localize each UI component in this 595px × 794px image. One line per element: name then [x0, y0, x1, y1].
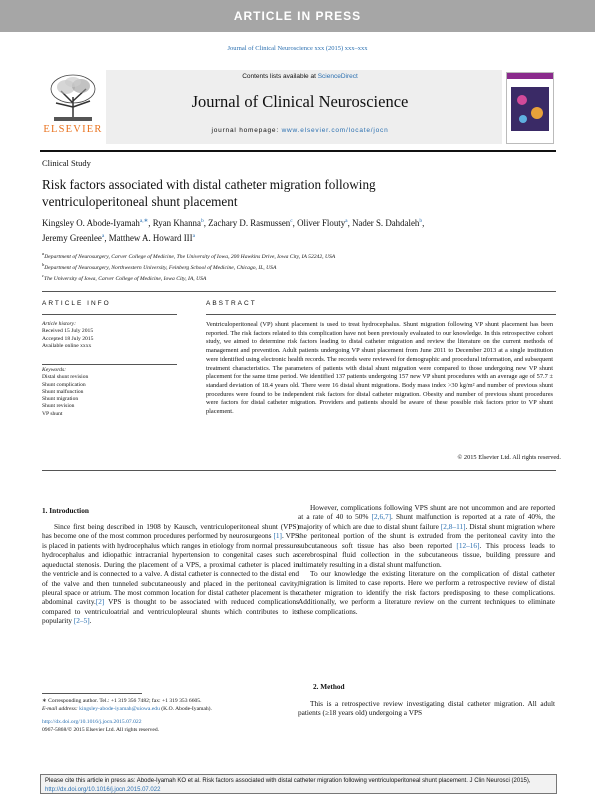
citation-link[interactable]: [2]	[95, 597, 105, 607]
author-affiliation-mark[interactable]: a,∗	[139, 218, 149, 224]
author-affiliation-mark[interactable]: a	[101, 232, 105, 239]
homepage-link[interactable]: www.elsevier.com/locate/jocn	[281, 127, 389, 134]
affiliation: $^c$The University of Iowa, Carver College of Medicine, Iowa City, IA, USA	[42, 273, 207, 282]
please-cite-box	[40, 774, 557, 794]
journal-reference-link[interactable]: Journal of Clinical Neuroscience xxx (2015) xxx–xxx	[227, 45, 368, 52]
keyword: Shunt complication	[42, 381, 86, 388]
article-history-label: Article history:	[42, 321, 77, 327]
journal-homepage	[110, 127, 490, 134]
complications-paragraph	[298, 503, 555, 569]
citation-link[interactable]: [2,8–11]	[440, 521, 466, 531]
method-paragraph: This is a retrospective review investigating distal catheter migration. All adult patients (≥18 years old) undergoing a VPS	[298, 699, 555, 718]
body-text: . Distal shunt migration where the peritoneal portion of the shunt is extruded from the peritoneal cavity into the subcutaneous soft tissue has also been reported	[298, 521, 555, 550]
history-date: Accepted 18 July 2015	[42, 335, 94, 342]
affiliation: $^b$Department of Neurosurgery, Northwestern University, Feinberg School of Medicine, Chicago, IL, USA	[42, 262, 277, 271]
author-affiliation-mark[interactable]: a	[345, 218, 348, 224]
author-name[interactable]: Kingsley O. Abode-Iyamah	[42, 217, 140, 228]
publisher-name: ELSEVIER	[43, 124, 103, 135]
article-history-dates	[42, 328, 172, 350]
cover-illustration	[511, 87, 549, 131]
article-in-press-banner: ARTICLE IN PRESS	[0, 0, 595, 32]
author-line-1: Kingsley O. Abode-Iyamah$^{a,∗}$, Ryan Khanna$^b$, Zachary D. Rasmussen$^c$, Oliver Flouty$^a$, Nader S. Dahdaleh$^b$,	[42, 217, 425, 228]
introduction-heading: 1. Introduction	[42, 506, 89, 515]
literature-paragraph: To our knowledge the existing literature on the complication of distal catheter migration is limited to case reports. Here we perform a retrospective review of distal catheter migration to identify the risk factors predisposing to these complications. Additionally, we perform a literature review on the current techniques to eliminate these complications.	[298, 568, 555, 616]
citation-link[interactable]: [2–5]	[73, 616, 90, 626]
elsevier-tree-icon	[46, 73, 100, 123]
elsevier-logo[interactable]	[40, 70, 106, 144]
author-name[interactable]: Jeremy Greenlee	[42, 232, 102, 243]
author-name[interactable]: Ryan Khanna	[152, 217, 201, 228]
cover-stripe	[507, 73, 553, 79]
body-text: However, complications following VPS shunt are not uncommon and are reported at a rate of 40 to 50%	[298, 503, 555, 522]
abstract-header: ABSTRACT	[206, 300, 257, 307]
abstract-text: Ventriculoperitoneal (VP) shunt placement is used to treat hydrocephalus. Shunt migration following VP shunt placement has been reported. The risk factors related to this complication have not been previously evaluated to our knowledge. In this retrospective cohort study, we aimed to determine risk factors leading to distal catheter migration and review the literature on the current methods of management and prevention. Adult patients undergoing VP shunt placement from June 2011 to December 2013 at a single institution were identified using electronic health records. The records were reviewed for demographic and procedural information, and subsequent treatment characteristics. The parameters of patients with distal shunt migration were compared to those undergoing new VP shunt placement for the same time period. We identified 137 patients undergoing 157 new VP shunt procedures with an average age of 57.7 ± standard deviation of 18.4 years old. There were 16 distal shunt migrations. Body mass index >30 kg/m² and number of previous shunt procedures were found to be independent risk factors for distal catheter migration. Obesity and number of previous shunt procedures were factors for distal catheter migration. Providers and patients should be aware of these possible risk factors prior to VP shunt placement.	[206, 321, 553, 416]
keywords	[42, 367, 172, 418]
introduction-column	[42, 522, 299, 626]
author-line-2: Jeremy Greenlee$^a$, Matthew A. Howard III$^a$	[42, 232, 196, 243]
keyword: Distal shunt revision	[42, 374, 89, 381]
keyword: VP shunt	[42, 410, 63, 417]
doi-link[interactable]: http://dx.doi.org/10.1016/j.jocn.2015.07.022	[42, 719, 142, 725]
article-history	[42, 321, 172, 350]
author-name[interactable]: Matthew A. Howard III	[108, 232, 193, 243]
email-note: E-mail address: kingsley-abode-iyamah@uiowa.edu (K.O. Abode-Iyamah).	[42, 705, 212, 712]
citation-link[interactable]: [2,6,7]	[371, 512, 392, 522]
keywords-label: Keywords:	[42, 367, 67, 373]
introduction-paragraph	[42, 522, 299, 626]
body-text: . Shunt malfunction is reported at a rate of 40%, the majority of which are due to distal shunt failure	[298, 512, 555, 531]
email-link[interactable]: kingsley-abode-iyamah@uiowa.edu	[79, 705, 160, 712]
keyword: Shunt revision	[42, 403, 75, 410]
keyword-list	[42, 374, 172, 418]
article-title	[42, 176, 552, 210]
footnote-rule	[42, 693, 142, 694]
contents-prefix: Contents lists available at	[242, 73, 318, 80]
body-text: . VPS is placed in patients with hydrocephalus which ranges in etiology from normal pressure hydrocephalus and idiopathic intracranial hypertension to congenital cases such as aqueductal stenosis. During the placement of a VPS, a proximal catheter is placed in the ventricle and is connected to a valve. A distal catheter is connected to the distal end of the valve and then tunneled subcutaneously and placed in the peritoneal cavity, pleural space or atrium. The most common location for distal catheter placement is the abdominal cavity.	[42, 531, 299, 607]
author-affiliation-mark[interactable]: a	[192, 232, 196, 239]
corresponding-author-note: ∗ Corresponding author. Tel.: +1 319 356 7482; fax: +1 319 353 6605.	[42, 698, 202, 704]
author-affiliation-mark[interactable]: b	[200, 218, 204, 224]
header-divider	[42, 291, 556, 292]
body-text: Since first being described in 1908 by Kausch, ventriculoperitoneal shunt (VPS) has become one of the most common procedures performed by neurosurgeons	[42, 522, 299, 541]
method-column	[298, 699, 555, 718]
keywords-rule	[42, 364, 177, 365]
history-date: Received 15 July 2015	[42, 328, 94, 335]
author-name[interactable]: Oliver Flouty	[297, 217, 346, 228]
citation-link[interactable]: [1]	[273, 531, 282, 541]
cover-image	[506, 72, 554, 144]
history-date: Available online xxxx	[42, 342, 92, 349]
sciencedirect-link[interactable]: ScienceDirect	[317, 73, 358, 80]
article-info-rule	[42, 314, 177, 315]
article-section-type: Clinical Study	[42, 158, 91, 168]
author-name[interactable]: Zachary D. Rasmussen	[208, 217, 291, 228]
method-heading: 2. Method	[313, 682, 345, 691]
affiliation: $^a$Department of Neurosurgery, Carver College of Medicine, The University of Iowa, 200 Hawkins Drive, Iowa City, IA 52242, USA	[42, 251, 336, 260]
abstract-bottom-rule	[42, 470, 556, 471]
body-text: .	[89, 616, 92, 626]
author-name[interactable]: Nader S. Dahdaleh	[352, 217, 420, 228]
journal-cover-thumbnail[interactable]	[502, 70, 556, 144]
masthead-rule	[40, 150, 556, 152]
journal-title: Journal of Clinical Neuroscience	[191, 92, 409, 111]
affiliation-list	[42, 250, 562, 283]
article-info-header: ARTICLE INFO	[42, 300, 111, 307]
keyword: Shunt malfunction	[42, 388, 84, 395]
issn-copyright: 0967-5868/© 2015 Elsevier Ltd. All rights reserved.	[42, 726, 160, 733]
abstract-copyright: © 2015 Elsevier Ltd. All rights reserved.	[457, 454, 561, 461]
keyword: Shunt migration	[42, 396, 79, 403]
author-list	[42, 215, 562, 245]
citation-link[interactable]: [12–16]	[456, 540, 480, 550]
please-cite-doi-link[interactable]: http://dx.doi.org/10.1016/j.jocn.2015.07.022	[45, 786, 161, 793]
body-text: . This process leads to cerebrospinal fluid collection in the subcutaneous tissue, building pressure and ultimately resulting in a distal shunt malfunction.	[298, 540, 555, 569]
homepage-prefix: journal homepage:	[211, 127, 282, 134]
contents-line	[110, 73, 490, 80]
author-affiliation-mark[interactable]: c	[290, 218, 293, 224]
article-title-line-1: Risk factors associated with distal catheter migration following	[42, 177, 376, 192]
author-affiliation-mark[interactable]: b	[419, 218, 423, 224]
body-text: VPS is thought to be associated with reduced complications compared to ventriculoatrial and ventriculopleural shunts which contributes to its popularity	[42, 597, 299, 626]
abstract-rule	[206, 314, 556, 315]
article-title-line-2: ventriculoperitoneal shunt placement	[42, 194, 238, 209]
please-cite-text: Please cite this article in press as: Abode-Iyamah KO et al. Risk factors associated with distal catheter migration following ventriculoperitoneal shunt placement. J Clin Neurosci (2015),	[45, 778, 531, 784]
right-column	[298, 503, 555, 616]
footnotes	[42, 698, 302, 734]
